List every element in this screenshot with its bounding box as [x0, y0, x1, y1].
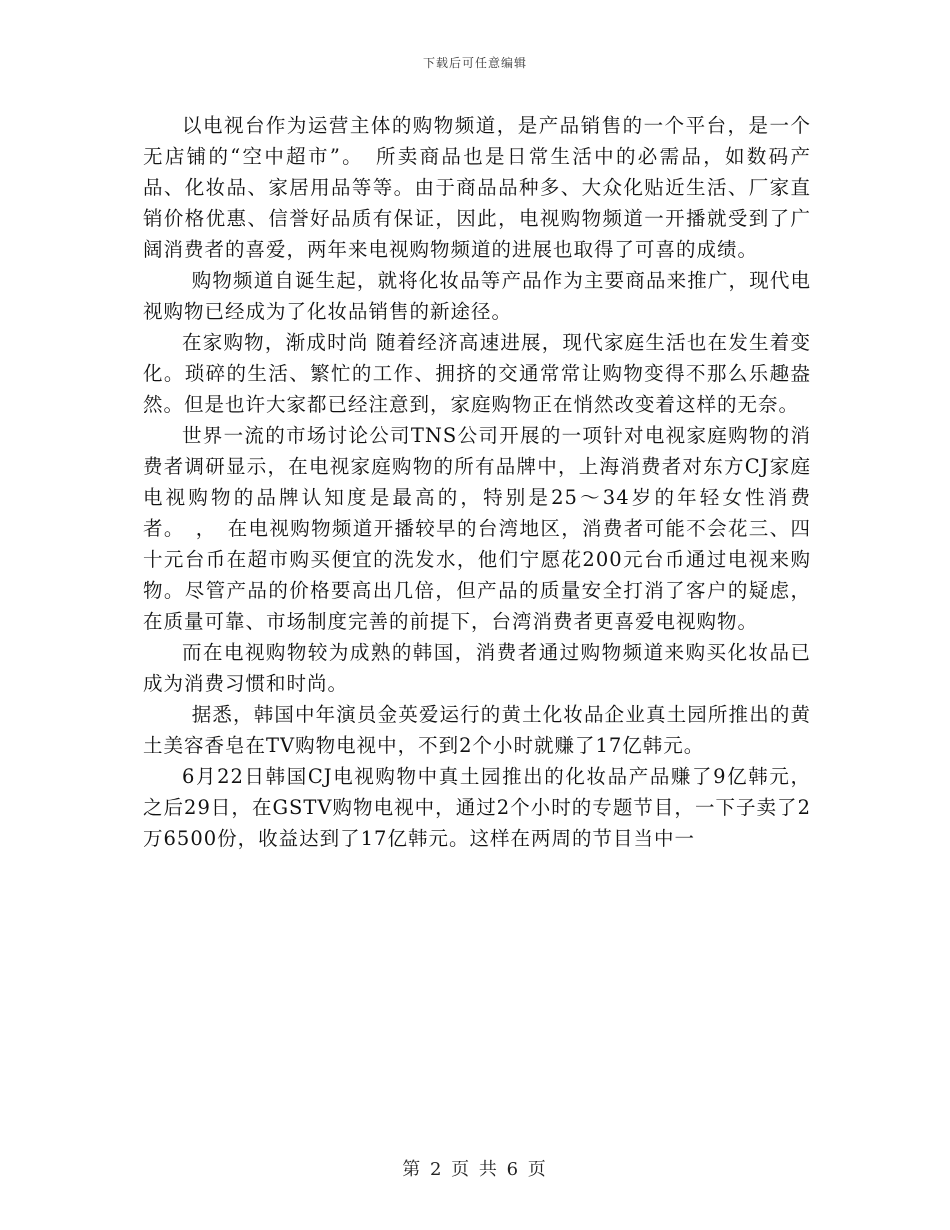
- paragraph-5: 而在电视购物较为成熟的韩国，消费者通过购物频道来购买化妆品已成为消费习惯和时尚。: [143, 641, 811, 695]
- page-header: 下载后可任意编辑: [422, 56, 527, 70]
- paragraph-7: 6月22日韩国CJ电视购物中真土园推出的化妆品产品赚了9亿韩元，之后29日，在GSTV购物电视中，通过2个小时的专题节目，一下子卖了2万6500份，收益达到了17亿韩元。这样在两周的节目当中一: [143, 765, 811, 850]
- document-body: [143, 110, 811, 885]
- page-number: 第 2 页 共 6 页: [402, 1159, 548, 1180]
- paragraph-1: 以电视台作为运营主体的购物频道，是产品销售的一个平台，是一个无店铺的“空中超市”。 所卖商品也是日常生活中的必需品，如数码产品、化妆品、家居用品等等。由于商品品种多、大众化贴近生活、厂家直销价格优惠、信誉好品质有保证，因此，电视购物频道一开播就受到了广阔消费者的喜爱，两年来电视购物频道的进展也取得了可喜的成绩。: [143, 114, 811, 261]
- paragraph-3: 在家购物，渐成时尚 随着经济高速进展，现代家庭生活也在发生着变化。琐碎的生活、繁忙的工作、拥挤的交通常常让购物变得不那么乐趣盎然。但是也许大家都已经注意到，家庭购物正在悄然改变着这样的无奈。: [143, 331, 811, 416]
- paragraph-2: 购物频道自诞生起，就将化妆品等产品作为主要商品来推广，现代电视购物已经成为了化妆品销售的新途径。: [143, 269, 811, 323]
- paragraph-4: 世界一流的市场讨论公司TNS公司开展的一项针对电视家庭购物的消费者调研显示，在电视家庭购物的所有品牌中，上海消费者对东方CJ家庭电视购物的品牌认知度是最高的，特别是25～34岁的年轻女性消费者。 ， 在电视购物频道开播较早的台湾地区，消费者可能不会花三、四十元台币在超市购买便宜的洗发水，他们宁愿花200元台币通过电视来购物。尽管产品的价格要高出几倍，但产品的质量安全打消了客户的疑虑，在质量可靠、市场制度完善的前提下，台湾消费者更喜爱电视购物。: [143, 424, 811, 633]
- paragraph-6: 据悉，韩国中年演员金英爱运行的黄土化妆品企业真土园所推出的黄土美容香皂在TV购物电视中，不到2个小时就赚了17亿韩元。: [143, 703, 811, 757]
